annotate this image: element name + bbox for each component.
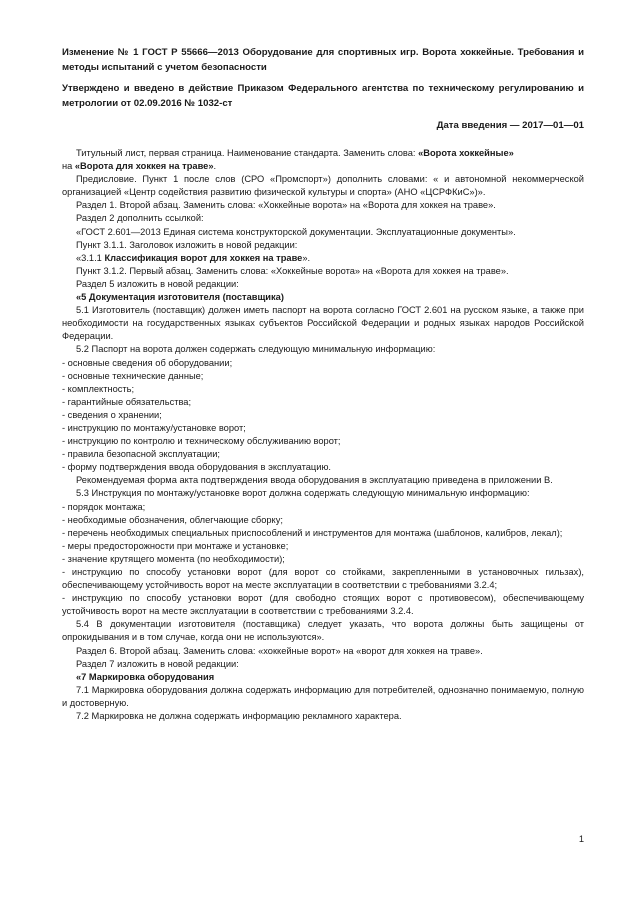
list-item: - сведения о хранении; [62, 409, 162, 420]
list-item: - меры предосторожности при монтаже и установке; [62, 540, 289, 551]
paragraph: Рекомендуемая форма акта подтверждения ввода оборудования в эксплуатацию приведена в приложении В. [76, 475, 553, 486]
paragraph: Предисловие. Пункт 1 после слов (СРО «Промспорт») дополнить словами: « и автономной некоммерческой организацией «Центр содействия развитию физической культуры и спорта» (АНО «ЦСРФКиС»)». [62, 174, 584, 198]
list-item: - инструкцию по способу установки ворот (для свободно стоящих ворот с противовесом), обеспечивающему устойчивость ворот на месте эксплуатации в соответствии с требованиями 3.2.4. [62, 593, 584, 617]
passport-info-list [62, 357, 584, 475]
installation-info-list [62, 501, 584, 619]
list-item: - гарантийные обязательства; [62, 396, 192, 407]
list-item: - инструкцию по монтажу/установке ворот; [62, 422, 246, 433]
paragraph: 5.1 Изготовитель (поставщик) должен иметь паспорт на ворота согласно ГОСТ 2.601 на русском языке, а также при необходимости на государственных языках субъектов Российской Федерации и родных языках народов Российской Федерации. [62, 305, 584, 342]
paragraph: Раздел 6. Второй абзац. Заменить слова: «хоккейные ворот» на «ворот для хоккея на траве». [76, 645, 483, 656]
list-item: - перечень необходимых специальных приспособлений и инструментов для монтажа (шаблонов, калибров, лекал); [62, 527, 563, 538]
paragraph: Пункт 3.1.2. Первый абзац. Заменить слова: «Хоккейные ворота» на «Ворота для хоккея на траве». [76, 265, 509, 276]
introduction-date: Дата введения — 2017—01—01 [436, 120, 584, 131]
list-item: - инструкцию по контролю и техническому обслуживанию ворот; [62, 436, 341, 447]
paragraph: Титульный лист, первая страница. Наименование стандарта. Заменить слова: «Ворота хоккейные» на «Ворота для хоккея на траве». [62, 148, 514, 172]
document-header [62, 45, 584, 111]
paragraph: 7.1 Маркировка оборудования должна содержать информацию для потребителей, однозначно понимаемую, полную и достоверную. [62, 684, 584, 708]
paragraph: Раздел 7 изложить в новой редакции: [76, 658, 239, 669]
paragraph: 5.2 Паспорт на ворота должен содержать следующую минимальную информацию: [76, 344, 436, 355]
amendment-title: Изменение № 1 ГОСТ Р 55666—2013 Оборудование для спортивных игр. Ворота хоккейные. Требования и методы испытаний с учетом безопасности [62, 47, 584, 73]
paragraph: 7.2 Маркировка не должна содержать информацию рекламного характера. [76, 711, 402, 722]
paragraph: Раздел 2 дополнить ссылкой: [76, 213, 204, 224]
paragraph: «ГОСТ 2.601—2013 Единая система конструкторской документации. Эксплуатационные документы». [76, 226, 516, 237]
list-item: - необходимые обозначения, облегчающие сборку; [62, 514, 283, 525]
paragraph: Раздел 5 изложить в новой редакции: [76, 278, 239, 289]
list-item: - инструкцию по способу установки ворот (для ворот со стойками, закрепленными в установочных гильзах), обеспечивающему устойчивость ворот на месте эксплуатации в соответствии с требованиями 3.2.4; [62, 567, 584, 591]
paragraph: «3.1.1 Классификация ворот для хоккея на траве». [76, 252, 311, 263]
list-item: - значение крутящего момента (по необходимости); [62, 553, 285, 564]
section-heading: «5 Документация изготовителя (поставщика) [76, 292, 284, 303]
section-heading: «7 Маркировка оборудования [76, 671, 215, 682]
paragraph: Пункт 3.1.1. Заголовок изложить в новой редакции: [76, 239, 298, 250]
document-body [62, 147, 584, 723]
list-item: - основные технические данные; [62, 370, 204, 381]
list-item: - правила безопасной эксплуатации; [62, 449, 220, 460]
page-number: 1 [578, 834, 584, 844]
list-item: - форму подтверждения ввода оборудования в эксплуатацию. [62, 462, 332, 473]
paragraph: Раздел 1. Второй абзац. Заменить слова: «Хоккейные ворота» на «Ворота для хоккея на траве». [76, 200, 496, 211]
approval-statement: Утверждено и введено в действие Приказом Федерального агентства по техническому регулированию и метрологии от 02.09.2016 № 1032-ст [62, 83, 584, 109]
list-item: - порядок монтажа; [62, 501, 146, 512]
paragraph: 5.4 В документации изготовителя (поставщика) следует указать, что ворота должны быть защищены от опрокидывания и в том случае, когда они не используются». [62, 619, 584, 643]
list-item: - основные сведения об оборудовании; [62, 357, 233, 368]
list-item: - комплектность; [62, 383, 135, 394]
paragraph: 5.3 Инструкция по монтажу/установке ворот должна содержать следующую минимальную информацию: [76, 488, 530, 499]
